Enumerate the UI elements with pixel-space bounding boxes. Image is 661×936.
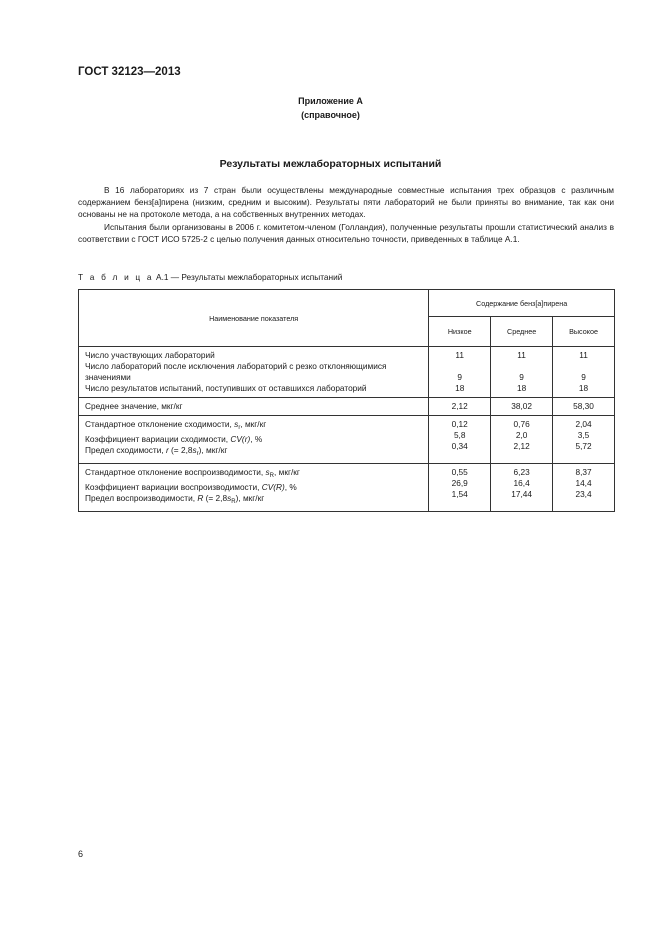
indicator-name: Число результатов испытаний, поступивших от оставшихся лабораторий (85, 383, 367, 393)
value-cell (553, 398, 615, 416)
table-body (79, 347, 615, 512)
value-cell (429, 464, 491, 512)
document-id: ГОСТ 32123—2013 (78, 66, 181, 78)
indicator-value: 2,0 (515, 430, 528, 440)
appendix-title: Приложение А (298, 96, 363, 106)
indicator-name: Число лабораторий после исключения лабораторий с резко отклоняющимися значениями (85, 361, 387, 382)
indicator-name: Стандартное отклонение воспроизводимости, $s_R$, мкг/кг (85, 467, 300, 479)
value-cell (491, 464, 553, 512)
header-content-group: Содержание бенз[а]пирена (429, 290, 615, 317)
value-cell (429, 347, 491, 398)
indicator-names-cell (79, 464, 429, 512)
indicator-names-cell (79, 347, 429, 398)
indicator-value: 23,4 (575, 489, 592, 499)
table-caption (78, 272, 342, 282)
indicator-name: Число участвующих лабораторий (85, 350, 215, 360)
header-level-medium: Среднее (491, 317, 553, 347)
indicator-value: 11 (455, 350, 465, 360)
paragraph-1: В 16 лабораториях из 7 стран были осуществлены международные совместные испытания трех образцов с различным содержанием бенз[а]пирена (низким, средним и высоким). Результаты пяти лабораторий не были приняты во внимание, так как они основаны не на протоколе метода, а на собственных внутренних методах. (78, 185, 614, 220)
indicator-value: 16,4 (513, 478, 530, 488)
indicator-value: 14,4 (575, 478, 592, 488)
value-cell (491, 398, 553, 416)
indicator-value: 9 (581, 372, 586, 382)
indicator-names-cell (79, 416, 429, 464)
indicator-value: 0,12 (451, 419, 468, 429)
indicator-name: Коэффициент вариации воспроизводимости, CV(R), % (85, 482, 297, 492)
indicator-value: 1,54 (451, 489, 468, 499)
indicator-name: Коэффициент вариации сходимости, CV(r), % (85, 434, 263, 444)
appendix-subtitle: (справочное) (301, 110, 360, 120)
header-level-high: Высокое (553, 317, 615, 347)
value-cell (553, 416, 615, 464)
indicator-value: 18 (455, 383, 465, 393)
value-cell (491, 416, 553, 464)
indicator-value: 2,12 (513, 441, 530, 451)
indicator-value: 38,02 (511, 401, 532, 411)
indicator-value: 11 (517, 350, 526, 360)
indicator-value: 17,44 (511, 489, 532, 499)
indicator-value: 3,5 (577, 430, 590, 440)
indicator-name: Предел сходимости, r (= $2,8s_r$), мкг/кг (85, 445, 228, 457)
indicator-value: 5,72 (575, 441, 592, 451)
indicator-value: 18 (578, 383, 589, 393)
table-group-row (79, 416, 615, 464)
indicator-value: 26,9 (451, 478, 468, 488)
table-caption-prefix: Т а б л и ц а (78, 272, 154, 282)
value-cell (491, 347, 553, 398)
table-group-row (79, 464, 615, 512)
value-cell (553, 347, 615, 398)
table-caption-text: А.1 — Результаты межлабораторных испытаний (156, 272, 343, 282)
indicator-value: 5,8 (453, 430, 466, 440)
indicator-name: Среднее значение, мкг/кг (85, 401, 183, 411)
indicator-name: Стандартное отклонение сходимости, $s_r$, мкг/кг (85, 419, 267, 431)
page-number: 6 (78, 849, 84, 859)
indicator-value: 9 (457, 372, 463, 382)
value-cell (429, 416, 491, 464)
indicator-value: 58,30 (573, 401, 594, 411)
indicator-value: 0,76 (513, 419, 530, 429)
indicator-value: 6,23 (513, 467, 530, 477)
table-group-row (79, 398, 615, 416)
indicator-value: 8,37 (575, 467, 592, 477)
header-indicator-name: Наименование показателя (79, 290, 429, 347)
value-cell (429, 398, 491, 416)
table-group-row (79, 347, 615, 398)
indicator-value: 2,12 (451, 401, 468, 411)
value-cell (553, 464, 615, 512)
header-level-low: Низкое (429, 317, 491, 347)
indicator-value: 0,55 (451, 467, 468, 477)
results-table (78, 289, 615, 512)
indicator-value: 0,34 (451, 441, 468, 451)
indicator-names-cell (79, 398, 429, 416)
indicator-name: Предел воспроизводимости, R (= $2,8s_R$), мкг/кг (85, 493, 265, 505)
paragraph-2: Испытания были организованы в 2006 г. комитетом-членом (Голландия), полученные результаты прошли статистический анализ в соответствии с ГОСТ ИСО 5725-2 с целью получения данных относительно точности, приведенных в таблице А.1. (78, 222, 614, 245)
indicator-value: 9 (519, 372, 524, 382)
indicator-value: 2,04 (575, 419, 592, 429)
indicator-value: 11 (579, 350, 588, 360)
section-title: Результаты межлабораторных испытаний (219, 158, 442, 170)
indicator-value: 18 (516, 383, 527, 393)
